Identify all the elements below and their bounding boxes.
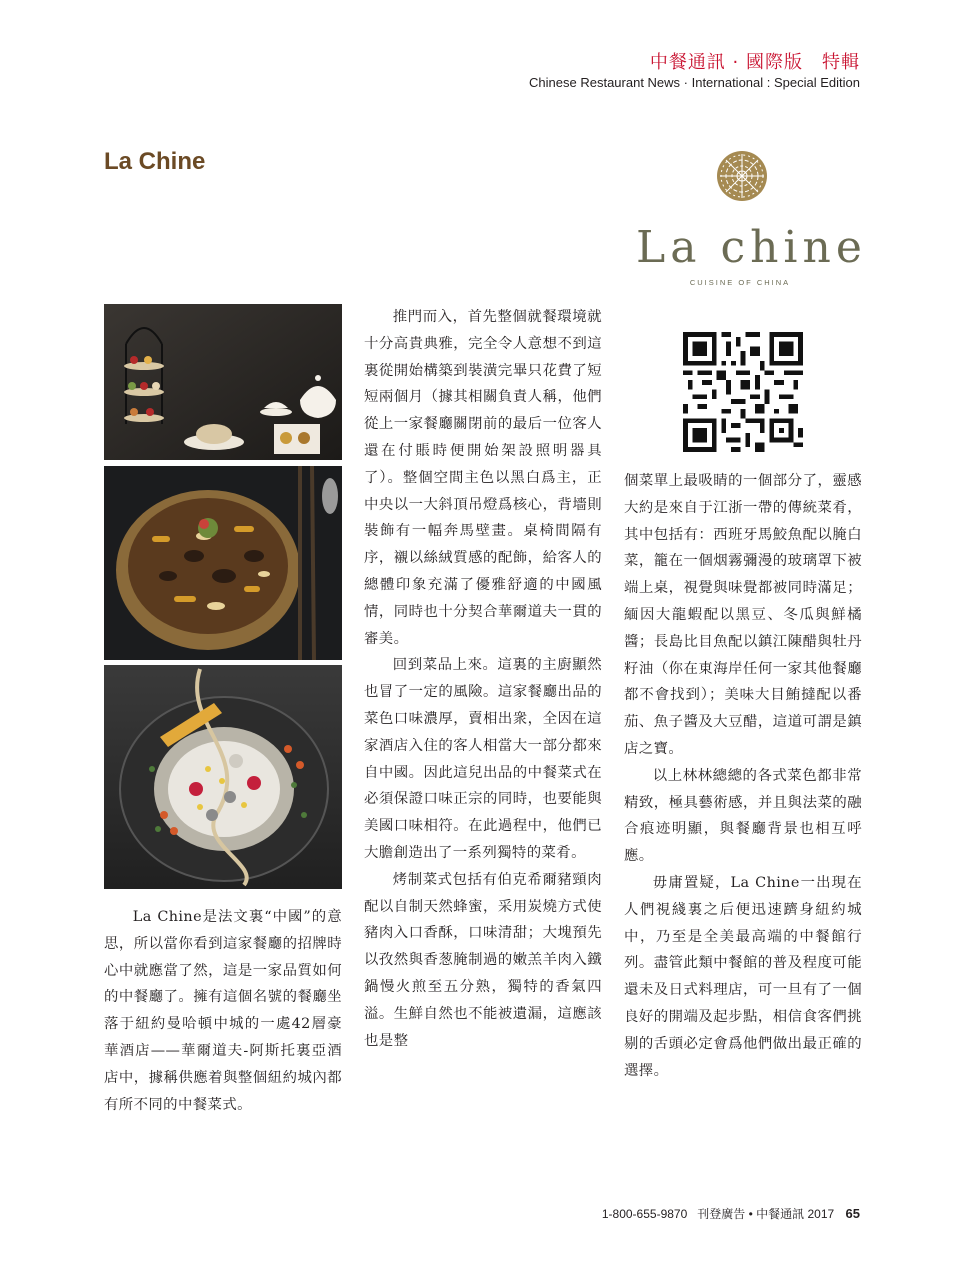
- article-column-2: [364, 304, 602, 1054]
- page-number: 65: [845, 1206, 860, 1221]
- photo-dessert-plate: [104, 665, 342, 889]
- header-title-english: Chinese Restaurant News · International : Special Edition: [529, 75, 860, 90]
- column-3-paragraph-1: 個菜單上最吸睛的一個部分了，靈感大約是來自于江浙一帶的傳統菜肴，其中包括有：西班牙馬鮫魚配以腌白菜，籠在一個烟霧彌漫的玻璃罩下被端上桌，視覺與味覺都被同時滿足；緬因大龍蝦配以黑豆、冬瓜與鮮橘醬；長島比目魚配以鎮江陳醋與牡丹籽油（你在東海岸任何一家其他餐廳都不會找到）；美味大目鮪撻配以番茄、魚子醬及大豆醋，這道可謂是鎮店之寶。: [624, 473, 862, 757]
- article-title: La Chine: [104, 148, 206, 175]
- photo-afternoon-tea: [104, 304, 342, 460]
- column-2-paragraph-2: 回到菜品上來。這裏的主廚顯然也冒了一定的風險。這家餐廳出品的菜色口味濃厚，賣相出衆，全因在這家酒店入住的客人相當大一部分都來自中國。因此這兒出品的中餐菜式在必須保證口味正宗的同時，也要能與美國口味相符。在此過程中，他們已大膽創造出了一系列獨特的菜肴。: [364, 657, 602, 861]
- qr-code: [683, 332, 803, 452]
- column-1-paragraph-1: La Chine是法文裏“中國”的意思，所以當你看到這家餐廳的招牌時心中就應當了然，這是一家品質如何的中餐廳了。擁有這個名號的餐廳坐落于紐約曼哈頓中城的一處42層豪華酒店——華爾道夫-阿斯托裏亞酒店中，據稱供應着與整個紐約城內都有所不同的中餐菜式。: [104, 909, 342, 1113]
- column-2-paragraph-3: 烤制菜式包括有伯克希爾豬頸肉配以自制天然蜂蜜，采用炭燒方式使豬肉入口香酥，口味清甜；大塊預先以孜然與香葱腌制過的嫩羔羊肉入鐵鍋慢火煎至五分熟，獨特的香氣四溢。生鮮自然也不能被遺漏，這應該也是整: [364, 871, 602, 1049]
- article-column-3: [624, 468, 862, 1084]
- page-footer: [602, 1205, 860, 1222]
- photo-claypot-dish: [104, 466, 342, 660]
- article-column-1: [104, 904, 342, 1118]
- footer-phone: 1-800-655-9870: [601, 1207, 688, 1221]
- column-2-paragraph-1: 推門而入，首先整個就餐環境就十分高貴典雅，完全令人意想不到這裏從開始構築到裝潢完畢只花費了短短兩個月（據其相關負責人稱，他們從上一家餐廳關閉前的最后一位客人還在付賬時便開始架設照明器具了）。整個空間主色以黑白爲主，正中央以一大斜頂吊燈爲核心，背墻則裝飾有一幅奔馬壁畫。桌椅間隔有序，襯以絲絨質感的配飾，給客人的總體印象充滿了優雅舒適的中國風情，同時也十分契合華爾道夫一貫的審美。: [364, 309, 602, 647]
- logo-wordmark: La chine: [636, 222, 867, 273]
- logo-subtitle: CUISINE OF CHINA: [689, 278, 791, 287]
- column-3-paragraph-3: 毋庸置疑，La Chine一出現在人們視綫裏之后便迅速躋身紐約城中，乃至是全美最高端的中餐館行列。盡管此類中餐館的普及程度可能還未及日式料理店，可一旦有了一個良好的開端及起步點，相信食客們挑剔的舌頭必定會爲他們做出最正確的選擇。: [624, 874, 862, 1079]
- column-3-paragraph-2: 以上林林總總的各式菜色都非常精致，極具藝術感，并且與法菜的融合痕迹明顯，與餐廳背景也相互呼應。: [624, 767, 862, 865]
- logo-flower-icon: [716, 150, 768, 202]
- footer-ad-text: 刊登廣告 • 中餐通訊 2017: [697, 1207, 835, 1221]
- header-title-chinese: 中餐通訊 · 國際版 特輯: [649, 52, 860, 73]
